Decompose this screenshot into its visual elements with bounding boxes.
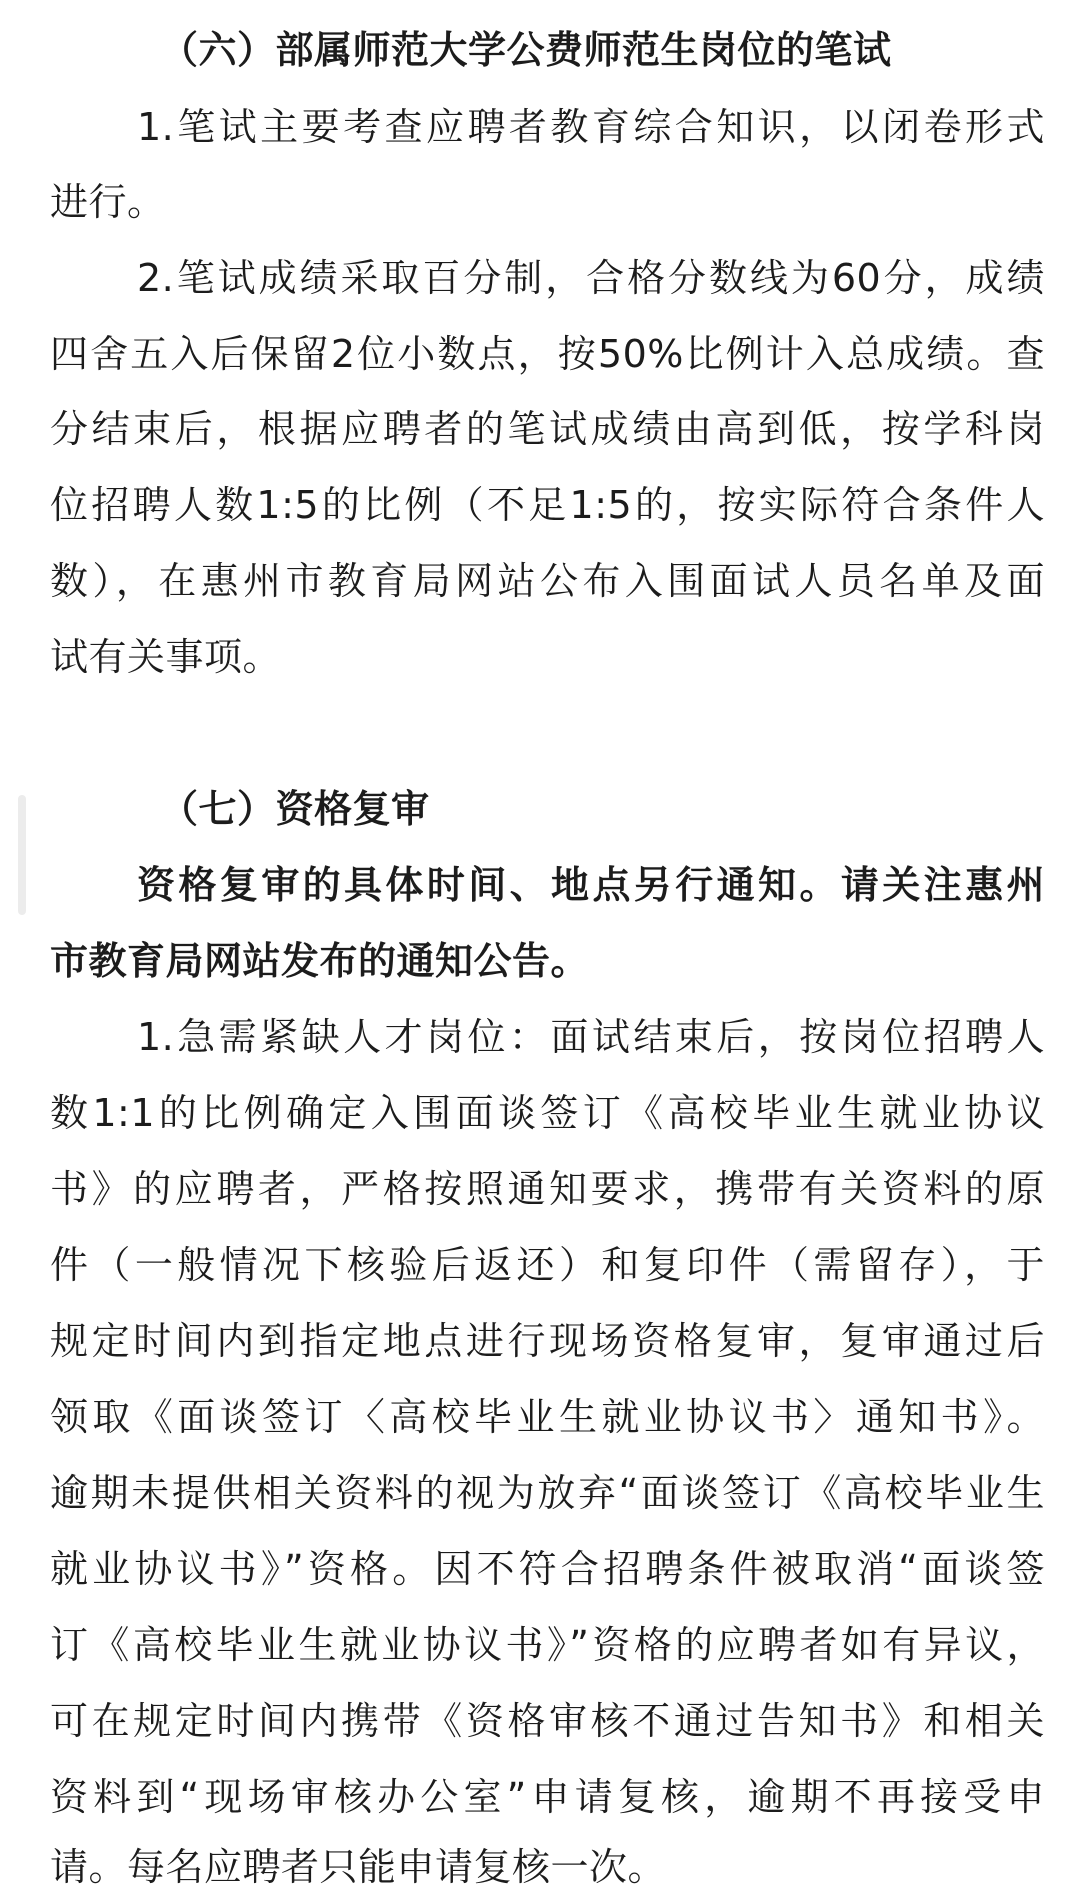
notice-line: 资格复审的具体时间、地点另行通知。请关注惠州 [137,863,1045,907]
scrollbar-indicator[interactable] [18,795,26,915]
section-heading: （七）资格复审 [160,787,430,831]
paragraph-line: 试有关事项。 [50,635,282,679]
paragraph-line: 可在规定时间内携带《资格审核不通过告知书》和相关 [50,1699,1045,1743]
paragraph-line: 1.笔试主要考查应聘者教育综合知识，以闭卷形式 [137,105,1045,149]
paragraph-line: 件（一般情况下核验后返还）和复印件（需留存），于 [50,1243,1045,1287]
paragraph-line: 数），在惠州市教育局网站公布入围面试人员名单及面 [50,559,1045,603]
paragraph-line: 位招聘人数1:5的比例（不足1:5的，按实际符合条件人 [50,483,1045,527]
paragraph-line: 领取《面谈签订〈高校毕业生就业协议书〉通知书》。 [50,1395,1045,1439]
paragraph-line: 订《高校毕业生就业协议书》”资格的应聘者如有异议， [50,1623,1045,1667]
paragraph-line: 分结束后，根据应聘者的笔试成绩由高到低，按学科岗 [50,407,1045,451]
paragraph-line: 进行。 [50,180,166,224]
paragraph-line: 规定时间内到指定地点进行现场资格复审，复审通过后 [50,1319,1045,1363]
paragraph-line: 数1:1的比例确定入围面谈签订《高校毕业生就业协议 [50,1091,1045,1135]
paragraph-line: 资料到“现场审核办公室”申请复核，逾期不再接受申 [50,1775,1045,1819]
section-heading: （六）部属师范大学公费师范生岗位的笔试 [160,28,892,72]
notice-line: 市教育局网站发布的通知公告。 [50,939,590,983]
paragraph-line: 请。每名应聘者只能申请复核一次。 [50,1845,667,1889]
paragraph-line: 四舍五入后保留2位小数点，按50%比例计入总成绩。查 [50,332,1045,376]
paragraph-line: 书》的应聘者，严格按照通知要求，携带有关资料的原 [50,1167,1045,1211]
paragraph-line: 2.笔试成绩采取百分制，合格分数线为60分，成绩 [137,256,1045,300]
paragraph-line: 就业协议书》”资格。因不符合招聘条件被取消“面谈签 [50,1547,1045,1591]
paragraph-line: 1.急需紧缺人才岗位：面试结束后，按岗位招聘人 [137,1015,1045,1059]
paragraph-line: 逾期未提供相关资料的视为放弃“面谈签订《高校毕业生 [50,1471,1045,1515]
